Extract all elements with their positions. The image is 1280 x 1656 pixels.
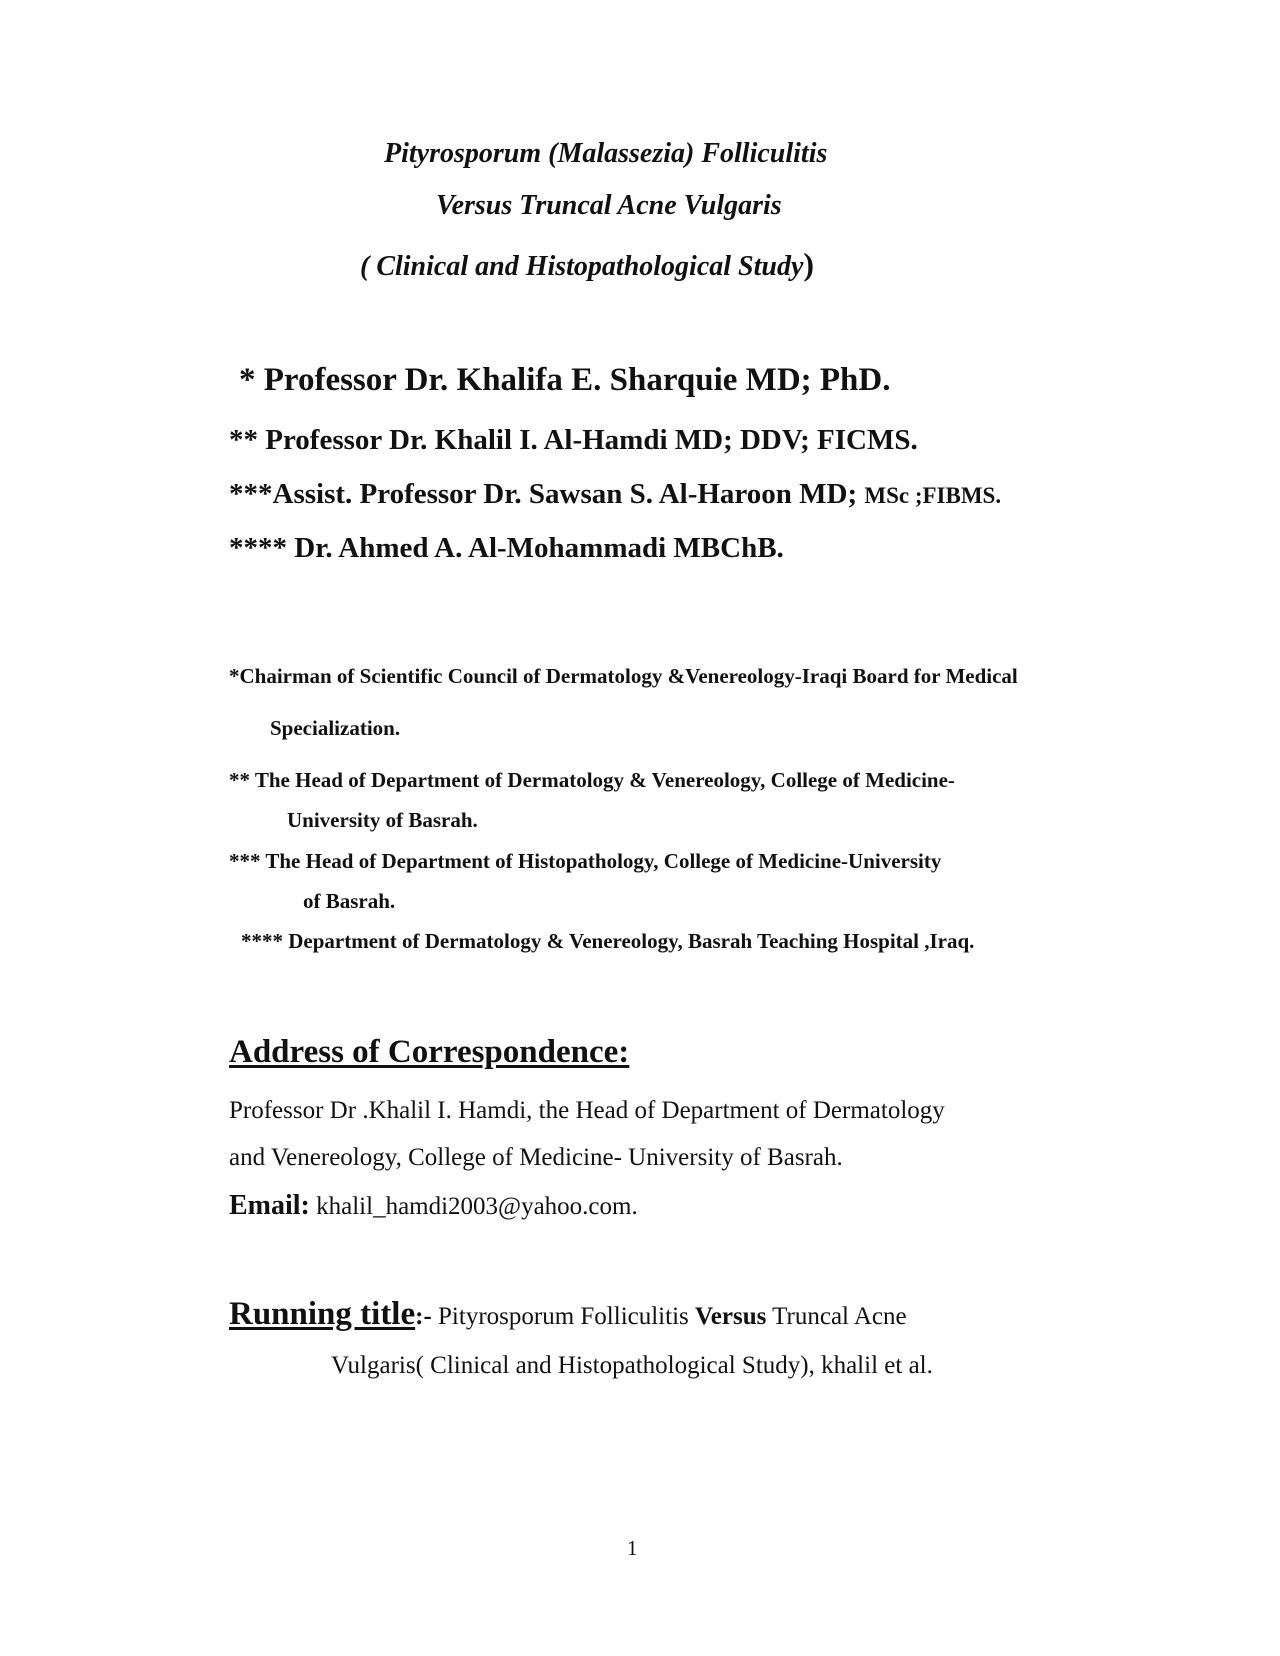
author-3-suffix: MSc ;FIBMS. bbox=[864, 483, 1002, 508]
author-4-name: Dr. Ahmed A. Al-Mohammadi MBChB. bbox=[294, 532, 784, 564]
author-4-marker: **** bbox=[229, 532, 295, 564]
title-line-3-paren: ) bbox=[803, 246, 815, 282]
running-title-line-2: Vulgaris( Clinical and Histopathological Study), khalil et al. bbox=[331, 1352, 933, 1379]
title-line-3 bbox=[360, 246, 814, 283]
page-number: 1 bbox=[627, 1536, 638, 1560]
email-label: Email: bbox=[229, 1190, 310, 1221]
author-3 bbox=[229, 478, 1001, 511]
affiliation-1-line-1: *Chairman of Scientific Council of Dermatology &Venereology-Iraqi Board for Medical bbox=[229, 664, 1018, 688]
author-1-name: Professor Dr. Khalifa E. Sharquie MD; PhD. bbox=[263, 362, 891, 398]
running-title-heading: Running title bbox=[229, 1296, 416, 1332]
author-3-name: Assist. Professor Dr. Sawsan S. Al-Haroon MD; bbox=[272, 478, 865, 510]
author-1 bbox=[239, 362, 890, 399]
correspondence-heading: Address of Correspondence: bbox=[229, 1034, 630, 1070]
affiliation-1-line-2: Specialization. bbox=[270, 716, 401, 740]
affiliation-3-line-1: *** The Head of Department of Histopathology, College of Medicine-University bbox=[229, 849, 942, 873]
running-title-versus: Versus bbox=[695, 1303, 767, 1330]
author-3-marker: *** bbox=[229, 478, 273, 510]
author-2 bbox=[229, 424, 918, 457]
running-title-text-a: Pityrosporum Folliculitis bbox=[431, 1303, 696, 1330]
correspondence-line-2: and Venereology, College of Medicine- University of Basrah. bbox=[229, 1144, 843, 1171]
affiliation-3-line-2: of Basrah. bbox=[303, 889, 396, 913]
affiliation-2-line-1: ** The Head of Department of Dermatology & Venereology, College of Medicine- bbox=[229, 768, 955, 792]
author-2-name: Professor Dr. Khalil I. Al-Hamdi MD; DDV; FICMS. bbox=[265, 424, 918, 456]
correspondence-email bbox=[229, 1190, 638, 1222]
author-4 bbox=[229, 532, 784, 565]
author-1-marker: * bbox=[239, 362, 264, 398]
author-2-marker: ** bbox=[229, 424, 266, 456]
title-line-1: Pityrosporum (Malassezia) Folliculitis bbox=[384, 138, 828, 169]
title-line-2: Versus Truncal Acne Vulgaris bbox=[436, 190, 782, 221]
affiliation-4-line-1: **** Department of Dermatology & Venereology, Basrah Teaching Hospital ,Iraq. bbox=[241, 929, 975, 953]
correspondence-line-1: Professor Dr .Khalil I. Hamdi, the Head of Department of Dermatology bbox=[229, 1097, 945, 1124]
running-title-sep: :- bbox=[415, 1303, 432, 1330]
running-title-line-1 bbox=[229, 1296, 907, 1333]
title-line-3-text: ( Clinical and Histopathological Study bbox=[360, 251, 804, 282]
affiliation-2-line-2: University of Basrah. bbox=[287, 808, 478, 832]
running-title-text-b: Truncal Acne bbox=[766, 1303, 907, 1330]
email-value: khalil_hamdi2003@yahoo.com. bbox=[309, 1193, 638, 1220]
